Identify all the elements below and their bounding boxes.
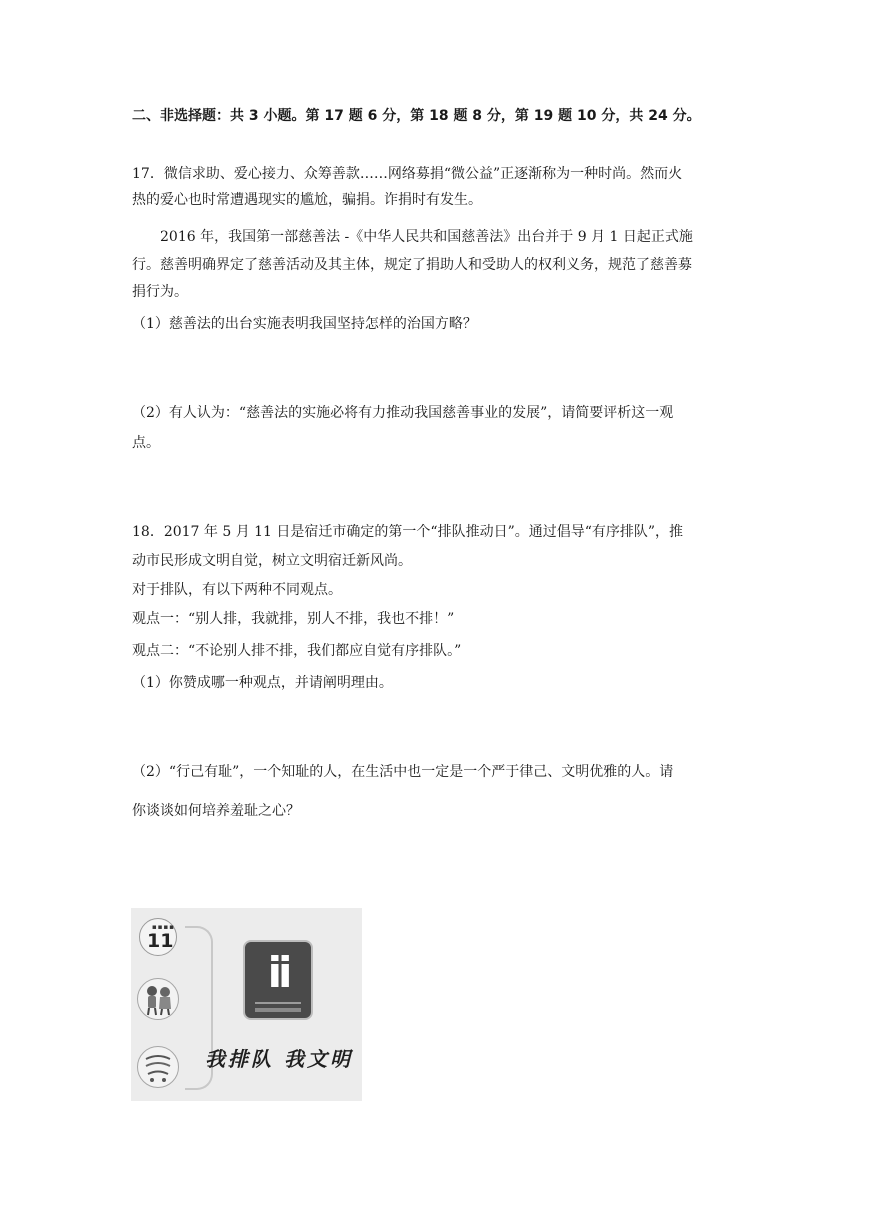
calendar-rings: ▪▪▪▪ bbox=[152, 923, 175, 931]
poster-slogan: 我排队 我文明 bbox=[205, 1047, 353, 1071]
logo-caption-bar bbox=[255, 1008, 301, 1012]
section-header: 二、非选择题：共 3 小题。第 17 题 6 分，第 18 题 8 分，第 19 题 10 分，共 24 分。 bbox=[132, 108, 701, 124]
q17-sub-question-2-line-2: 点。 bbox=[132, 435, 160, 451]
queue-day-logo bbox=[243, 940, 313, 1020]
logo-caption-line bbox=[255, 1002, 301, 1004]
q17-line-4: 行。慈善明确界定了慈善活动及其主体，规定了捐助人和受助人的权利义务，规范了慈善募 bbox=[132, 257, 692, 273]
calendar-icon bbox=[139, 918, 177, 956]
q18-line-2: 动市民形成文明自觉，树立文明宿迁新风尚。 bbox=[132, 553, 412, 569]
q18-sub-question-2-line-2: 你谈谈如何培养羞耻之心？ bbox=[132, 803, 300, 819]
q17-line-1: 17．微信求助、爱心接力、众筹善款……网络募捐“微公益”正逐渐称为一种时尚。然而火 bbox=[132, 166, 683, 182]
q18-line-3: 对于排队，有以下两种不同观点。 bbox=[132, 582, 342, 598]
q18-line-1: 18．2017 年 5 月 11 日是宿迁市确定的第一个“排队推动日”。通过倡导“有序排队”，推 bbox=[132, 524, 684, 540]
calendar-day: 11 bbox=[147, 930, 174, 952]
q17-sub-question-1: （1）慈善法的出台实施表明我国坚持怎样的治国方略？ bbox=[132, 316, 477, 332]
q18-line-5: 观点二：“不论别人排不排，我们都应自觉有序排队。” bbox=[132, 643, 462, 659]
q17-line-3: 2016 年，我国第一部慈善法 -《中华人民共和国慈善法》出台并于 9 月 1 日起正式施 bbox=[160, 229, 693, 245]
q17-sub-question-2-line-1: （2）有人认为：“慈善法的实施必将有力推动我国慈善事业的发展”，请简要评析这一观 bbox=[132, 405, 674, 421]
q18-sub-question-2-line-1: （2）“行己有耻”，一个知耻的人，在生活中也一定是一个严于律己、文明优雅的人。请 bbox=[132, 764, 674, 780]
q18-sub-question-1: （1）你赞成哪一种观点，并请阐明理由。 bbox=[132, 675, 393, 691]
queue-people-icon bbox=[137, 978, 179, 1020]
queue-line-icon bbox=[137, 1046, 179, 1088]
logo-text: ii bbox=[267, 948, 289, 997]
q17-line-5: 捐行为。 bbox=[132, 284, 188, 300]
q18-line-4: 观点一：“别人排，我就排，别人不排，我也不排！” bbox=[132, 611, 455, 627]
q17-line-2: 热的爱心也时常遭遇现实的尴尬，骗捐。诈捐时有发生。 bbox=[132, 192, 482, 208]
queue-day-poster-image bbox=[131, 908, 362, 1101]
